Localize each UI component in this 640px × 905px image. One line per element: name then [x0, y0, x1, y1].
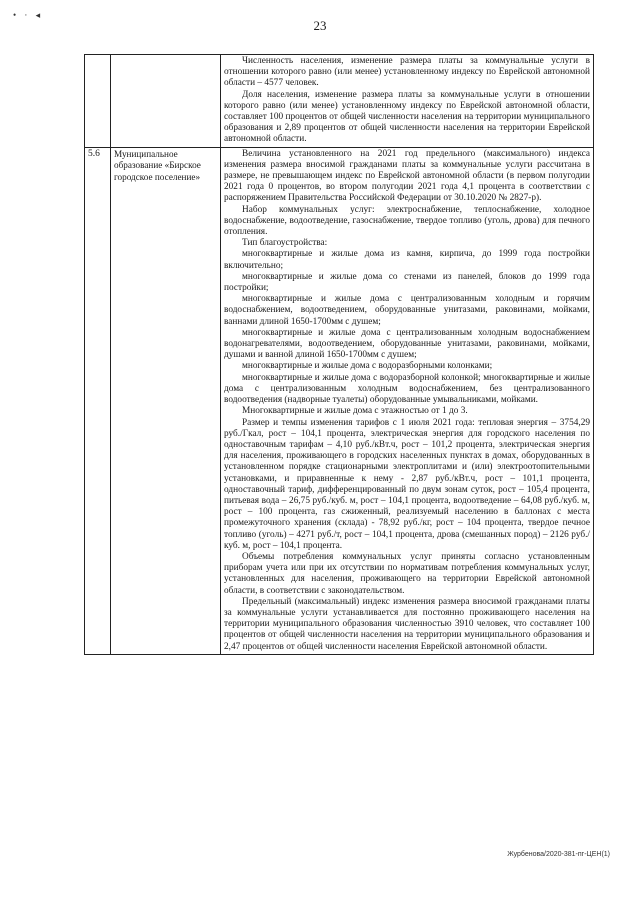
row-number-cell: 5.6	[85, 147, 111, 654]
description-paragraph: многоквартирные и жилые дома с централизованным холодным водоснабжением водонагревателями, водоотведением, оборудованные унитазами, раковинами, мойками, душами и ванной длиной 1650-1700мм с душем;	[224, 327, 590, 361]
row-number-cell	[85, 55, 111, 148]
description-paragraph: многоквартирные и жилые дома из камня, кирпича, до 1999 года постройки включительно;	[224, 249, 590, 271]
municipality-name-cell: Муниципальное образование «Бирское городское поселение»	[111, 147, 221, 654]
table-row	[85, 55, 594, 148]
table-row	[85, 147, 594, 654]
description-paragraph: Размер и темпы изменения тарифов с 1 июля 2021 года: тепловая энергия – 3754,29 руб./Гкал, рост – 104,1 процента, электрическая энергия для городского населения по одноставочным тарифам – 4,10 руб./кВт.ч, рост – 101,2 процента, электрическая энергия для населения, проживающего в городских населенных пунктах в домах, оборудованных в установленном порядке стационарными электроплитами и (или) электроотопительными установками, и приравненные к нему - 2,87 руб./кВт.ч, рост – 101,1 процента, одноставочный тариф, дифференцированный по двум зонам суток, рост – 105,4 процента, питьевая вода – 26,75 руб./куб. м, рост – 104,1 процента, водоотведение – 64,08 руб./куб. м, рост – 100 процента, газ сжиженный, реализуемый населению в баллонах с места промежуточного хранения (склада) - 78,92 руб./кг, рост – 104 процента, твердое печное топливо (уголь) – 4271 руб./т, рост – 104,1 процента, дрова (смешанных пород) – 2126 руб./куб. м, рост – 104,1 процента.	[224, 417, 590, 551]
description-paragraph: Объемы потребления коммунальных услуг приняты согласно установленным приборам учета или при их отсутствии по нормативам потребления коммунальных услуг, установленных для населения, проживающего на территории Еврейской автономной области, в соответствии с законодательством.	[224, 551, 590, 596]
description-paragraph: многоквартирные и жилые дома с водоразборной колонкой; многоквартирные и жилые дома с централизованным холодным водоснабжением, без централизованного водоотведения (надворные туалеты) оборудованные умывальниками, мойками.	[224, 372, 590, 406]
description-paragraph: Доля населения, изменение размера платы за коммунальные услуги в отношении которого равно (или менее) установленному индексу по Еврейской автономной области, составляет 100 процентов от общей численности населения на территории муниципального образования и 2,89 процентов от общей численности населения на территории Еврейской автономной области.	[224, 89, 590, 145]
description-paragraph: Величина установленного на 2021 год предельного (максимального) индекса изменения размера вносимой гражданами платы за коммунальные услуги рассчитана в размере, не превышающем индекс по Еврейской автономной области (в первом полугодии 2021 года 0 процентов, во втором полугодии 2021 года 4,1 процента в соответствии с распоряжением Правительства Российской Федерации от 30.10.2020 № 2827-р).	[224, 148, 590, 204]
document-table	[84, 54, 594, 655]
description-paragraph: многоквартирные и жилые дома с централизованным холодным и горячим водоснабжением, водоотведением, оборудованные унитазами, раковинами, мойками, ваннами длиной 1650-1700мм с душем;	[224, 294, 590, 327]
description-paragraph: Многоквартирные и жилые дома с этажностью от 1 до 3.	[242, 406, 468, 417]
scan-corner-marks: • · ◂	[13, 10, 44, 20]
description-cell	[221, 55, 594, 148]
description-paragraph: многоквартирные и жилые дома со стенами из панелей, блоков до 1999 года постройки;	[224, 271, 590, 294]
description-paragraph: Численность населения, изменение размера платы за коммунальные услуги в отношении которого равно (или менее) установленному индексу по Еврейской автономной области – 4577 человек.	[224, 56, 590, 89]
description-paragraph: Предельный (максимальный) индекс изменения размера вносимой гражданами платы за коммунальные услуги устанавливается для постоянно проживающего населения на территории муниципального образования численностью 3910 человек, что составляет 100 процентов от общей численности населения на территории муниципального образования и 2,47 процентов от общей численности населения Еврейской автономной области.	[224, 596, 590, 652]
municipality-name-cell	[111, 55, 221, 148]
page-number: 23	[313, 18, 327, 33]
description-cell	[221, 147, 594, 654]
description-paragraph: многоквартирные и жилые дома с водоразборными колонками;	[242, 361, 493, 372]
document-code: Журбенова/2020-381-пг-ЦЕН(1)	[507, 851, 610, 858]
description-paragraph: Тип благоустройства:	[242, 238, 328, 249]
description-paragraph: Набор коммунальных услуг: электроснабжение, теплоснабжение, холодное водоснабжение, водоотведение, газоснабжение, твердое топливо (уголь, дрова) для печного отопления.	[224, 204, 590, 238]
